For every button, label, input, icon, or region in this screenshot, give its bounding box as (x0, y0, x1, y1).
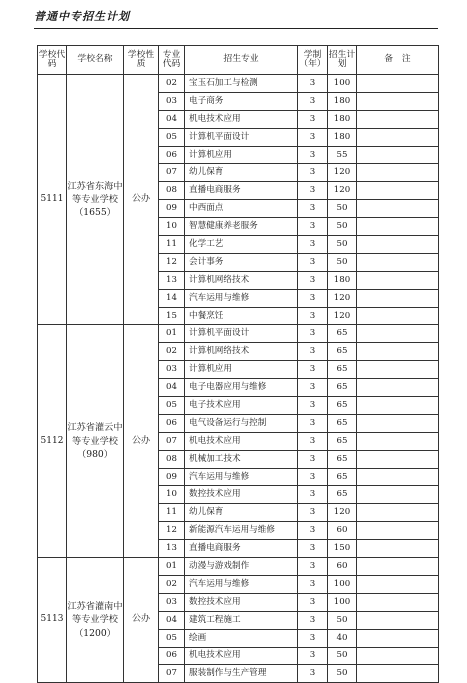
table-row (38, 558, 439, 576)
school-name-cell: 江苏省灌南中等专业学校（1200） (67, 558, 124, 683)
plan-cell: 120 (328, 504, 357, 522)
major-code-cell: 02 (159, 575, 185, 593)
plan-cell: 65 (328, 486, 357, 504)
remark-cell (357, 146, 439, 164)
major-code-cell: 04 (159, 379, 185, 397)
duration-cell: 3 (298, 236, 328, 254)
major-name-cell: 建筑工程施工 (185, 611, 298, 629)
remark-cell (357, 665, 439, 683)
remark-cell (357, 236, 439, 254)
major-name-cell: 中餐烹饪 (185, 307, 298, 325)
plan-cell: 100 (328, 575, 357, 593)
major-name-cell: 数控技术应用 (185, 486, 298, 504)
major-code-cell: 03 (159, 92, 185, 110)
remark-cell (357, 164, 439, 182)
remark-cell (357, 647, 439, 665)
plan-cell: 65 (328, 379, 357, 397)
plan-cell: 180 (328, 92, 357, 110)
major-name-cell: 电子电器应用与维修 (185, 379, 298, 397)
major-name-cell: 机械加工技术 (185, 450, 298, 468)
plan-cell: 50 (328, 253, 357, 271)
remark-cell (357, 343, 439, 361)
plan-cell: 55 (328, 146, 357, 164)
duration-cell: 3 (298, 128, 328, 146)
duration-cell: 3 (298, 92, 328, 110)
major-code-cell: 01 (159, 325, 185, 343)
remark-cell (357, 379, 439, 397)
school-name-cell: 江苏省灌云中等专业学校（980） (67, 325, 124, 558)
plan-cell: 65 (328, 414, 357, 432)
header-remark: 备 注 (357, 46, 439, 75)
major-code-cell: 09 (159, 200, 185, 218)
remark-cell (357, 75, 439, 93)
duration-cell: 3 (298, 253, 328, 271)
plan-cell: 120 (328, 182, 357, 200)
major-name-cell: 中西面点 (185, 200, 298, 218)
remark-cell (357, 361, 439, 379)
duration-cell: 3 (298, 522, 328, 540)
enrollment-plan-table (37, 45, 439, 683)
major-code-cell: 07 (159, 164, 185, 182)
plan-cell: 100 (328, 75, 357, 93)
plan-cell: 50 (328, 200, 357, 218)
duration-cell: 3 (298, 146, 328, 164)
major-code-cell: 06 (159, 647, 185, 665)
school-nature-cell: 公办 (124, 325, 159, 558)
major-code-cell: 08 (159, 450, 185, 468)
major-code-cell: 04 (159, 611, 185, 629)
major-code-cell: 12 (159, 522, 185, 540)
plan-cell: 50 (328, 236, 357, 254)
remark-cell (357, 450, 439, 468)
duration-cell: 3 (298, 343, 328, 361)
table-row (38, 325, 439, 343)
major-name-cell: 计算机平面设计 (185, 128, 298, 146)
major-name-cell: 宝玉石加工与检测 (185, 75, 298, 93)
major-code-cell: 06 (159, 146, 185, 164)
header-duration: 学制（年） (298, 46, 328, 75)
plan-cell: 65 (328, 432, 357, 450)
duration-cell: 3 (298, 75, 328, 93)
major-code-cell: 04 (159, 110, 185, 128)
plan-cell: 180 (328, 128, 357, 146)
remark-cell (357, 253, 439, 271)
plan-cell: 65 (328, 361, 357, 379)
major-name-cell: 电气设备运行与控制 (185, 414, 298, 432)
duration-cell: 3 (298, 397, 328, 415)
major-name-cell: 数控技术应用 (185, 593, 298, 611)
major-code-cell: 07 (159, 432, 185, 450)
duration-cell: 3 (298, 110, 328, 128)
duration-cell: 3 (298, 486, 328, 504)
remark-cell (357, 307, 439, 325)
major-name-cell: 机电技术应用 (185, 432, 298, 450)
major-name-cell: 汽车运用与维修 (185, 468, 298, 486)
major-code-cell: 10 (159, 486, 185, 504)
major-code-cell: 12 (159, 253, 185, 271)
header-plan: 招生计划 (328, 46, 357, 75)
major-code-cell: 08 (159, 182, 185, 200)
remark-cell (357, 486, 439, 504)
page-header: 普通中专招生计划 (34, 10, 130, 23)
major-name-cell: 会计事务 (185, 253, 298, 271)
duration-cell: 3 (298, 271, 328, 289)
school-nature-cell: 公办 (124, 558, 159, 683)
remark-cell (357, 110, 439, 128)
major-code-cell: 11 (159, 504, 185, 522)
duration-cell: 3 (298, 379, 328, 397)
major-code-cell: 13 (159, 540, 185, 558)
major-code-cell: 15 (159, 307, 185, 325)
duration-cell: 3 (298, 504, 328, 522)
plan-cell: 50 (328, 218, 357, 236)
school-code-cell: 5111 (38, 75, 67, 325)
major-code-cell: 13 (159, 271, 185, 289)
major-code-cell: 14 (159, 289, 185, 307)
plan-cell: 120 (328, 307, 357, 325)
remark-cell (357, 611, 439, 629)
remark-cell (357, 414, 439, 432)
header-row (38, 46, 439, 75)
plan-cell: 65 (328, 343, 357, 361)
major-name-cell: 幼儿保育 (185, 164, 298, 182)
major-name-cell: 新能源汽车运用与维修 (185, 522, 298, 540)
remark-cell (357, 200, 439, 218)
remark-cell (357, 540, 439, 558)
major-name-cell: 机电技术应用 (185, 110, 298, 128)
remark-cell (357, 504, 439, 522)
major-name-cell: 动漫与游戏制作 (185, 558, 298, 576)
plan-cell: 180 (328, 271, 357, 289)
remark-cell (357, 325, 439, 343)
major-name-cell: 机电技术应用 (185, 647, 298, 665)
major-code-cell: 03 (159, 361, 185, 379)
major-code-cell: 05 (159, 397, 185, 415)
duration-cell: 3 (298, 647, 328, 665)
plan-cell: 50 (328, 665, 357, 683)
plan-cell: 65 (328, 468, 357, 486)
header-school-code: 学校代码 (38, 46, 67, 75)
major-code-cell: 06 (159, 414, 185, 432)
plan-cell: 40 (328, 629, 357, 647)
remark-cell (357, 92, 439, 110)
remark-cell (357, 558, 439, 576)
duration-cell: 3 (298, 593, 328, 611)
major-code-cell: 05 (159, 629, 185, 647)
major-name-cell: 计算机网络技术 (185, 343, 298, 361)
major-code-cell: 03 (159, 593, 185, 611)
header-major-code: 专业代码 (159, 46, 185, 75)
duration-cell: 3 (298, 540, 328, 558)
major-name-cell: 汽车运用与维修 (185, 575, 298, 593)
duration-cell: 3 (298, 450, 328, 468)
header-major: 招生专业 (185, 46, 298, 75)
remark-cell (357, 575, 439, 593)
remark-cell (357, 629, 439, 647)
major-code-cell: 02 (159, 343, 185, 361)
remark-cell (357, 128, 439, 146)
plan-cell: 50 (328, 611, 357, 629)
remark-cell (357, 522, 439, 540)
header-school-name: 学校名称 (67, 46, 124, 75)
major-name-cell: 电子技术应用 (185, 397, 298, 415)
major-name-cell: 服装制作与生产管理 (185, 665, 298, 683)
major-code-cell: 01 (159, 558, 185, 576)
major-name-cell: 绘画 (185, 629, 298, 647)
plan-cell: 65 (328, 450, 357, 468)
duration-cell: 3 (298, 289, 328, 307)
duration-cell: 3 (298, 307, 328, 325)
plan-cell: 50 (328, 647, 357, 665)
plan-cell: 65 (328, 397, 357, 415)
plan-cell: 100 (328, 593, 357, 611)
duration-cell: 3 (298, 325, 328, 343)
plan-cell: 180 (328, 110, 357, 128)
duration-cell: 3 (298, 665, 328, 683)
plan-cell: 150 (328, 540, 357, 558)
major-name-cell: 计算机应用 (185, 361, 298, 379)
remark-cell (357, 218, 439, 236)
duration-cell: 3 (298, 558, 328, 576)
major-name-cell: 智慧健康养老服务 (185, 218, 298, 236)
duration-cell: 3 (298, 432, 328, 450)
major-name-cell: 直播电商服务 (185, 540, 298, 558)
duration-cell: 3 (298, 200, 328, 218)
plan-cell: 120 (328, 289, 357, 307)
remark-cell (357, 397, 439, 415)
school-nature-cell: 公办 (124, 75, 159, 325)
plan-cell: 60 (328, 558, 357, 576)
duration-cell: 3 (298, 575, 328, 593)
major-name-cell: 计算机平面设计 (185, 325, 298, 343)
duration-cell: 3 (298, 468, 328, 486)
major-name-cell: 计算机应用 (185, 146, 298, 164)
plan-cell: 120 (328, 164, 357, 182)
table-body (38, 75, 439, 683)
plan-cell: 60 (328, 522, 357, 540)
header-rule (34, 28, 438, 29)
school-code-cell: 5112 (38, 325, 67, 558)
major-name-cell: 电子商务 (185, 92, 298, 110)
major-code-cell: 09 (159, 468, 185, 486)
duration-cell: 3 (298, 218, 328, 236)
major-name-cell: 化学工艺 (185, 236, 298, 254)
remark-cell (357, 468, 439, 486)
duration-cell: 3 (298, 629, 328, 647)
duration-cell: 3 (298, 611, 328, 629)
remark-cell (357, 593, 439, 611)
duration-cell: 3 (298, 164, 328, 182)
remark-cell (357, 271, 439, 289)
plan-cell: 65 (328, 325, 357, 343)
major-name-cell: 计算机网络技术 (185, 271, 298, 289)
major-code-cell: 02 (159, 75, 185, 93)
major-name-cell: 汽车运用与维修 (185, 289, 298, 307)
major-code-cell: 11 (159, 236, 185, 254)
major-name-cell: 幼儿保育 (185, 504, 298, 522)
remark-cell (357, 289, 439, 307)
duration-cell: 3 (298, 414, 328, 432)
major-name-cell: 直播电商服务 (185, 182, 298, 200)
remark-cell (357, 432, 439, 450)
major-code-cell: 10 (159, 218, 185, 236)
table-row (38, 75, 439, 93)
duration-cell: 3 (298, 361, 328, 379)
major-code-cell: 05 (159, 128, 185, 146)
school-name-cell: 江苏省东海中等专业学校（1655） (67, 75, 124, 325)
school-code-cell: 5113 (38, 558, 67, 683)
duration-cell: 3 (298, 182, 328, 200)
major-code-cell: 07 (159, 665, 185, 683)
header-school-nature: 学校性质 (124, 46, 159, 75)
remark-cell (357, 182, 439, 200)
